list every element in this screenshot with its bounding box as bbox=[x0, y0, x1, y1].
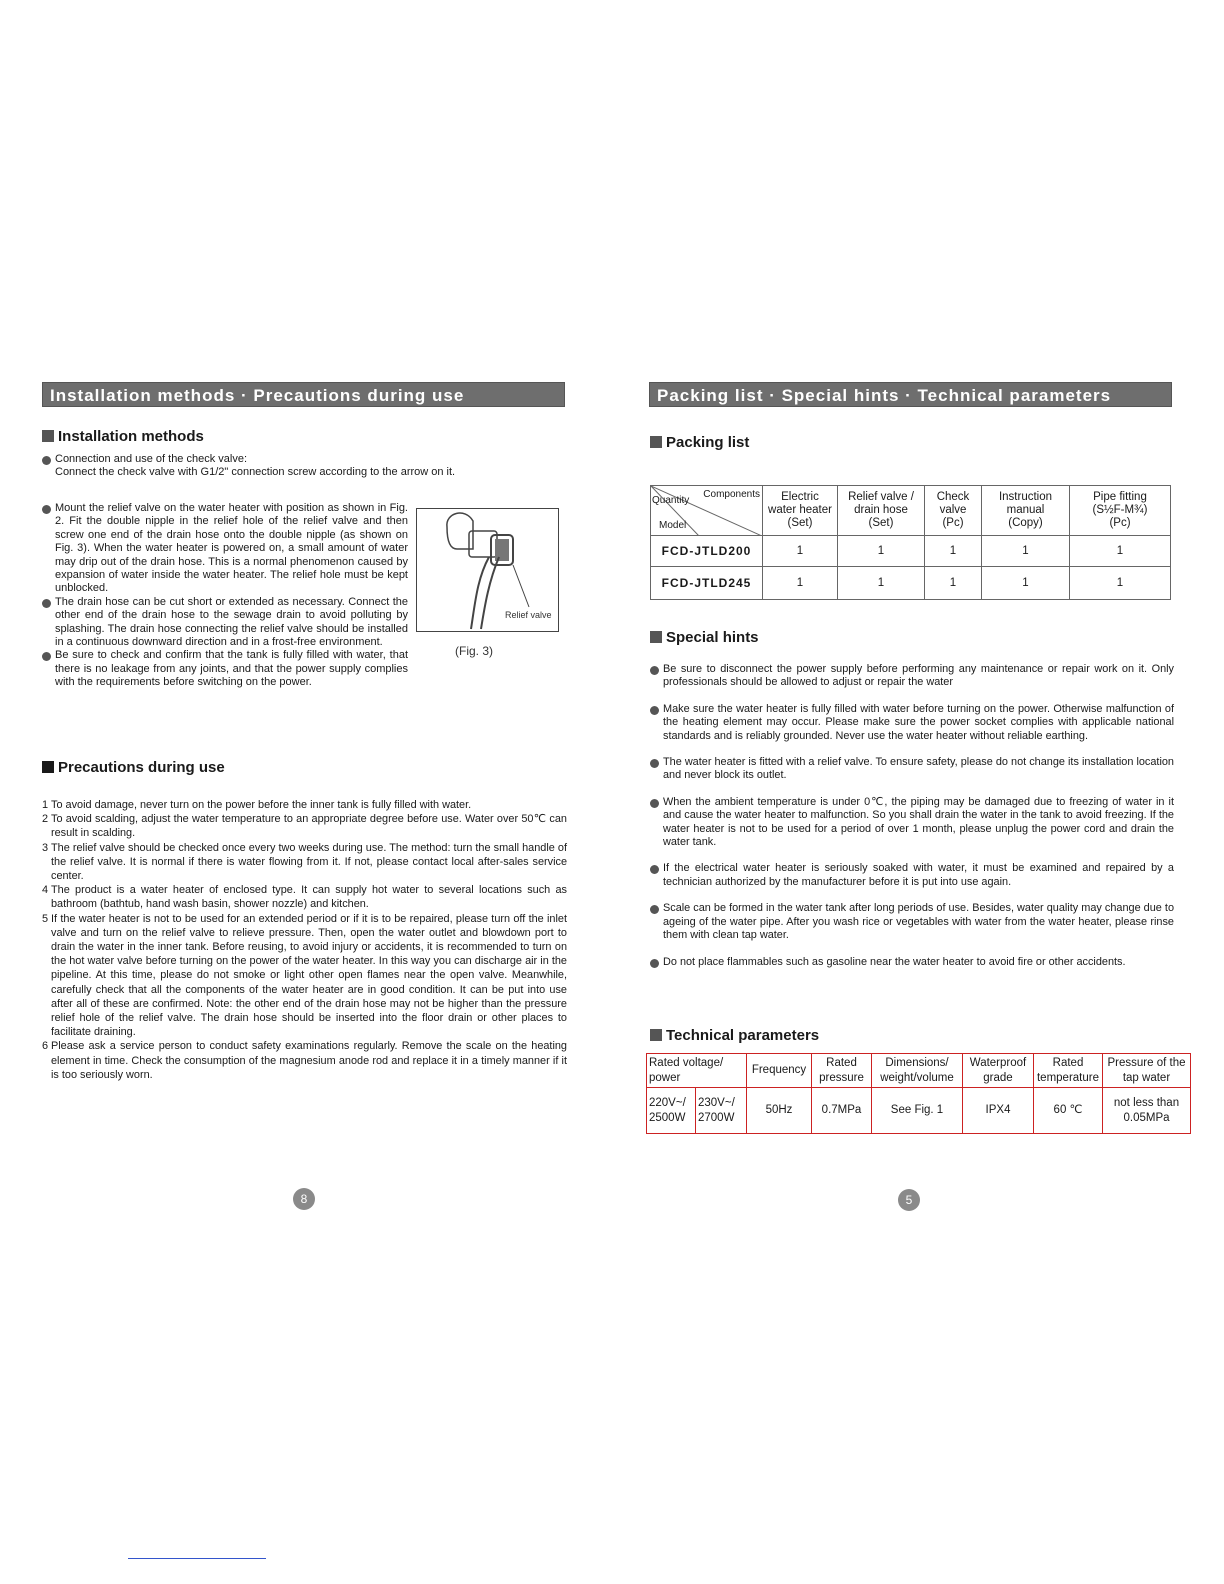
bullet-dot-icon bbox=[650, 706, 659, 715]
heading-square-icon bbox=[650, 436, 662, 448]
column-header: Instruction manual (Copy) bbox=[982, 486, 1070, 536]
table-corner-cell: Components Quantity Model bbox=[651, 486, 763, 536]
bullet-dot-icon bbox=[650, 666, 659, 675]
heading-square-icon bbox=[42, 761, 54, 773]
bullet-dot-icon bbox=[650, 959, 659, 968]
list-item: Be sure to check and confirm that the tank is fully filled with water, that there is no leakage from any joints, and that the power supply complies with the requirements before switching on the power. bbox=[42, 649, 408, 689]
bullet-dot-icon bbox=[650, 799, 659, 808]
relief-valve-label: Relief valve bbox=[505, 610, 552, 620]
installation-methods-heading: Installation methods bbox=[42, 428, 204, 445]
figure-3-caption: (Fig. 3) bbox=[455, 644, 494, 658]
list-item: Do not place flammables such as gasoline near the water heater to avoid fire or other accidents. bbox=[650, 956, 1174, 969]
column-header: Pipe fitting (S½F-M¾) (Pc) bbox=[1070, 486, 1171, 536]
technical-parameters-heading: Technical parameters bbox=[650, 1027, 819, 1044]
list-item: Mount the relief valve on the water heater with position as shown in Fig. 2. Fit the double nipple in the relief hole of the relief valve and then screw one end of the drain hose onto the double nipple (as shown on Fig. 3). When the water heater is powered on, a small amount of water may drip out of the drain hose. This is a normal phenomenon caused by expansion of water inside the water heater. The relief hole must be kept unblocked. bbox=[42, 502, 408, 596]
list-item: 6 Please ask a service person to conduct safety examinations regularly. Remove the scale on the heating element in time. Check the consumption of the magnesium anode rod and replace it in a timely manner if it is too seriously worn. bbox=[42, 1040, 567, 1081]
installation-bullets bbox=[42, 502, 408, 690]
check-valve-connection: Connection and use of the check valve: Connect the check valve with G1/2" connection screw according to the arrow on it. bbox=[42, 453, 562, 480]
footer-rule bbox=[128, 1558, 266, 1559]
packing-list-heading: Packing list bbox=[650, 434, 749, 451]
list-item: 3 The relief valve should be checked once every two weeks during use. The method: turn the small handle of the relief valve. It is normal if there is water flowing from it. If not, please contact local after-sales service center. bbox=[42, 841, 567, 883]
page-number-badge: 8 bbox=[293, 1188, 315, 1210]
list-item: The water heater is fitted with a relief valve. To ensure safety, please do not change its installation location and never block its outlet. bbox=[650, 756, 1174, 783]
technical-parameters-table bbox=[646, 1053, 1191, 1134]
column-header: Check valve (Pc) bbox=[925, 486, 982, 536]
left-page-banner: Installation methods · Precautions during use bbox=[42, 382, 565, 407]
table-header-row bbox=[651, 486, 1171, 536]
figure-3-box bbox=[416, 508, 559, 632]
list-item: When the ambient temperature is under 0℃, the piping may be damaged due to freezing of water in it and cause the water heater to malfunction. So you shall drain the water in the tank to avoid freezing. If the water heater is not to be used for a period of over 1 month, please unplug the power cord and drain the water tank. bbox=[650, 796, 1174, 850]
heading-square-icon bbox=[650, 1029, 662, 1041]
list-item: If the electrical water heater is seriously soaked with water, it must be examined and repaired by a technician authorized by the manufacturer before it is put into use again. bbox=[650, 862, 1174, 889]
bullet-dot-icon bbox=[42, 505, 51, 514]
table-row: 220V~/ 2500W 230V~/ 2700W 50Hz 0.7MPa See Fig. 1 IPX4 60 ℃ not less than 0.05MPa bbox=[647, 1088, 1191, 1134]
right-page-banner: Packing list · Special hints · Technical parameters bbox=[649, 382, 1172, 407]
page-number-badge: 5 bbox=[898, 1189, 920, 1211]
list-item: 1 To avoid damage, never turn on the power before the inner tank is fully filled with water. bbox=[42, 799, 472, 811]
heading-square-icon bbox=[650, 631, 662, 643]
list-item: Be sure to disconnect the power supply before performing any maintenance or repair work on it. Only professionals should be allowed to adjust or repair the water bbox=[650, 663, 1174, 690]
table-row: FCD-JTLD245 1 1 1 1 1 bbox=[651, 567, 1171, 600]
column-header: Electric water heater (Set) bbox=[763, 486, 838, 536]
bullet-dot-icon bbox=[42, 652, 51, 661]
heading-square-icon bbox=[42, 430, 54, 442]
list-item: 2 To avoid scalding, adjust the water temperature to an appropriate degree before use. Water over 50℃ can result in scalding. bbox=[42, 813, 567, 840]
list-item: 4 The product is a water heater of enclosed type. It can supply hot water to several locations such as bathroom (bathtub, hand wash basin, shower nozzle) and kitchen. bbox=[42, 884, 567, 911]
bullet-dot-icon bbox=[42, 599, 51, 608]
precautions-list bbox=[42, 798, 567, 1082]
column-header: Relief valve / drain hose (Set) bbox=[838, 486, 925, 536]
bullet-dot-icon bbox=[42, 456, 51, 465]
list-item: Make sure the water heater is fully filled with water before turning on the power. Otherwise malfunction of the heating element may occur. Please make sure the power socket complies with applicable national standards and is reliably grounded. Never use the water heater without reliable earthing. bbox=[650, 703, 1174, 743]
list-item: Scale can be formed in the water tank after long periods of use. Besides, water quality may change due to ageing of the water pipe. After you wash rice or vegetables with water from the water heater, please rinse them with clean tap water. bbox=[650, 902, 1174, 942]
bullet-dot-icon bbox=[650, 865, 659, 874]
precautions-heading: Precautions during use bbox=[42, 759, 225, 776]
packing-list-table bbox=[650, 485, 1171, 600]
special-hints-heading: Special hints bbox=[650, 629, 759, 646]
list-item: The drain hose can be cut short or extended as necessary. Connect the other end of the drain hose to the sewage drain to avoid polluting by splashing. The drain hose connecting the relief valve should be installed in a continuous downward direction and in a frost-free environment. bbox=[42, 596, 408, 650]
list-item: 5 If the water heater is not to be used for an extended period or if it is to be repaired, please turn off the inlet valve and turn on the relief valve to relieve pressure. Then, open the water outlet and blowdown port to drain the water in the inner tank. Before reusing, to avoid injury or accidents, it is recommended to turn on the hot water valve before turning on the power of the water heater. In this way you can discharge air in the pipeline. At this time, please do not smoke or light other open flames near the open valve. Meanwhile, carefully check that all the components of the water heater are in good condition. It can be put into use after all of these are confirmed. Note: the other end of the drain hose may not be higher than the pressure relief hole of the relief valve. The drain hose should be inserted into the floor drain or other places to facilitate draining. bbox=[42, 912, 567, 1039]
bullet-dot-icon bbox=[650, 905, 659, 914]
table-header-row: Rated voltage/ power Frequency Rated pressure Dimensions/ weight/volume Waterproof grade Rated temperature Pressure of the tap water bbox=[647, 1054, 1191, 1088]
special-hints-list bbox=[650, 663, 1174, 969]
bullet-dot-icon bbox=[650, 759, 659, 768]
table-row: FCD-JTLD200 1 1 1 1 1 bbox=[651, 536, 1171, 567]
